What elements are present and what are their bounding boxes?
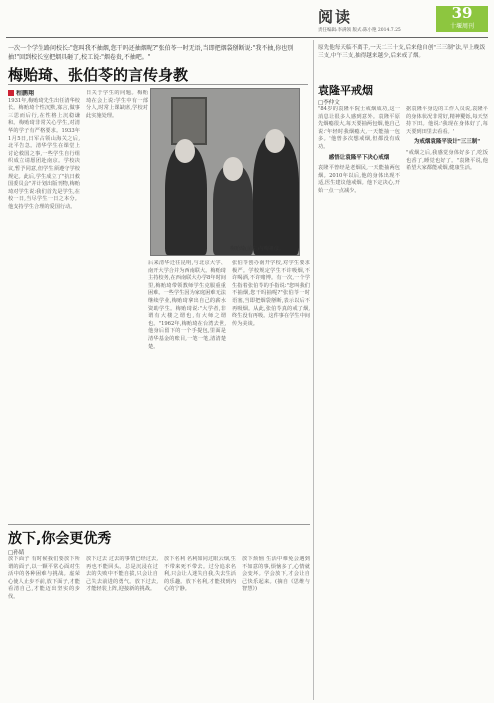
article-paragraph: 日关于学生的问题。梅贻琦在会上说:学生中有一部分人,时常上课缺席,学校对此实施处理。 [86,90,148,119]
article-paragraph: 放下面子 有时候我们要放下所谓的面子,以一颗平常心面对生活中的各种困难与挑战。虚荣心使人止步不前,放下面子,才能看清自己,才能迈出坚实的步伐。 [8,556,80,600]
article-paragraph: 1931年,梅贻琦先生出任清华校长。梅贻琦个性沉默,寡言,做事三思而后行,在性格上沉稳谦和。梅贻琦非常关心学生,对清华的学子有严格要求。1933年1月5日,日军占领山海关之后,北平告急。清华学生在课堂上讨论救国之事,一些学生自行组织成立请愿团赴南京。学校决议,暂予同意,但学生须遵守学校规定。此后,学生成立了"抗日救国委员会"并计划出版刊物,梅贻琦对学生说:我们首先是学生,在校一日,当尽学生一日之本分。他支持学生合理的爱国行动。 [8,97,80,210]
bottom-article-column-2 [86,556,158,700]
article-column-3 [148,260,226,518]
article-paragraph: 后来清华迁往昆明,与北京大学、南开大学合并为西南联大。梅贻琦主持校务,在西南联大办学8年时间里,梅贻琦带领教师学生克服重重困难。一些学生因为家庭困难无法继续学业,梅贻琦拿出自己的薪水资助学生。梅贻琦说:"大学者,非谓有大楼之谓也,有大师之谓也。"1962年,梅贻琦在台湾去世,他身后留下的一个手提包,里面是清华基金的账目,一笔一笔,清清楚楚。 [148,260,226,350]
article-paragraph: "84岁的袁隆平院士戒烟成功,这一消息让很多人感到意外。袁隆平原先烟瘾很大,每天要抽两包烟,他自己说:'年轻时我烟瘾大,一天能抽一包多。'他曾多次想戒烟,但都没有成功。 [318,106,400,150]
headline-rule [8,84,308,85]
article-column-4 [232,260,310,518]
photo-person-right [253,135,299,255]
page-number-box [436,6,488,32]
bottom-article-column-4 [242,556,310,700]
column-separator [313,40,314,700]
article-lead: 一次一个学生路问校长:"您叫我不抽烟,您干吗还抽烟呢?"张伯苓一时无语,当即把烟袋掰断说:"我不抽,你也别抽!"回到校长室把烟具砸了,校工说:"烟卷贵,不抽吧。" [8,45,294,61]
right-article-title: 袁隆平戒烟 [318,84,373,97]
bottom-article-column-1 [8,556,80,700]
article-paragraph: 放下名利 名利如同过眼云烟,生不带来死不带去。过分追求名利,只会让人迷失自我,失去生活的乐趣。放下名利,才能找到内心的宁静。 [164,556,236,593]
photo-head-center [223,157,243,181]
article-paragraph: 放下过去 过去的事情已经过去,再也不能回头。总是沉浸在过去的失败中不能自拔,只会让自己失去前进的勇气。放下过去,才能轻装上阵,迎接新的挑战。 [86,556,158,593]
article-paragraph: 袁隆平曾经是老烟民,一天能抽两包烟。2010年以后,他的身体出现不适,医生建议他戒烟。他下定决心,开始一点一点减少。 [318,165,400,194]
right-article-column-1 [318,106,400,696]
section-title: 阅读 [318,8,353,26]
article-byline [8,90,80,98]
bottom-article-column-3 [164,556,236,700]
right-article-column-2 [406,106,488,696]
byline-mark-icon [8,90,14,96]
photo-caption: 梅贻琦(前左)与梅祖彦。 [230,246,284,252]
right-article-subhead: 感悟让袁隆平下决心戒烟 [328,154,390,161]
article-paragraph: "戒烟之后,我感觉身体好多了,吃饭也香了,睡觉也好了。"袁隆平说,他希望大家都能戒烟,健康生活。 [406,149,488,172]
page-number: 39 [451,4,473,22]
right-article-subhead: 为戒烟袁隆平设计"三三制" [413,139,481,146]
article-headline: 梅贻琦、张伯苓的言传身教 [8,66,189,84]
editor-meta: 责任编辑:李满领 版式:陈小艳 2014.7.25 [318,28,401,33]
article-paragraph: 据袁隆平身边的工作人员说,袁隆平的身体状况非常好,精神矍铄,每天坚持下田。他说:'我现在身体好了,每天要到田里去看看。' [406,106,488,135]
section-divider [8,524,310,525]
article-paragraph: 放下烦恼 生活中难免会遇到不如意的事,烦恼多了,心情就会变坏。学会放下,才会让自己快乐起来。(摘自《思维与智慧》) [242,556,310,593]
article-photo [150,88,300,256]
page-tag: 十堰周刊 [449,23,474,30]
photo-head-right [265,129,285,153]
article-column-2 [86,90,148,260]
header-rule [6,37,488,38]
right-article-byline: □李仲文 [318,100,340,106]
photo-head-left [175,139,195,163]
bottom-article-byline: □孙婧 [8,550,25,556]
photo-wall-frame [171,97,207,145]
article-column-1 [8,90,80,526]
article-paragraph: 张伯苓创办南开学校,对学生要求极严。学校规定学生不许吸烟,不许喝酒,不许赌博。有一次,一个学生指着张伯苓的手指说:"您叫我们不抽烟,您干吗抽呢?"张伯苓一时语塞,当即把烟袋掰断,表示以后不再吸烟。从此,张伯苓真的戒了烟,终生没有再吸。这件事在学生中间传为美谈。 [232,260,310,327]
bottom-article-title: 放下,你会更优秀 [8,531,112,547]
page-header [318,6,488,36]
right-article-lead: 原先他每天临不离手,一天二三十支,后来他自创"三三制"法,早上晚饭三支,中午三支,抽得越来越少,后来戒了烟。 [318,45,486,59]
byline-author: 程鹏翔 [16,90,35,97]
